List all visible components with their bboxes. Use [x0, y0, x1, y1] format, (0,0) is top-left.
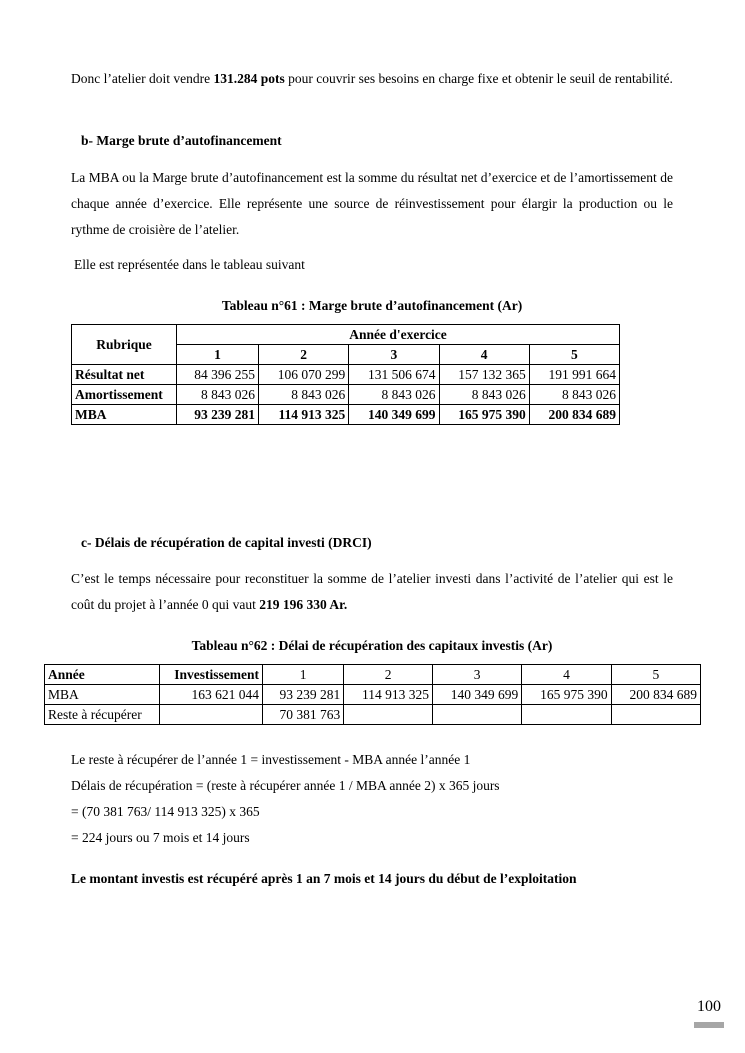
- table61-cell: 200 834 689: [529, 405, 619, 425]
- table61-row-label: Amortissement: [72, 385, 177, 405]
- table61-cell: 8 843 026: [177, 385, 259, 405]
- intro-bold-value: 131.284 pots: [213, 71, 285, 86]
- table61-year-header: 2: [259, 345, 349, 365]
- table62-header: 1: [263, 665, 344, 685]
- table62-cell: [160, 705, 263, 725]
- section-b-heading: b- Marge brute d’autofinancement: [81, 133, 282, 148]
- table62-header: 4: [522, 665, 611, 685]
- intro-paragraph: Donc l’atelier doit vendre 131.284 pots pour couvrir ses besoins en charge fixe et obtenir le seuil de rentabilité.: [71, 71, 673, 86]
- table61-year-header: 3: [349, 345, 439, 365]
- table61-cell: 8 843 026: [349, 385, 439, 405]
- table61-cell: 157 132 365: [439, 365, 529, 385]
- table62-cell: [611, 705, 700, 725]
- calc-line: = 224 jours ou 7 mois et 14 jours: [71, 830, 250, 845]
- project-cost-value: 219 196 330 Ar.: [259, 597, 348, 612]
- table62-cell: 165 975 390: [522, 685, 611, 705]
- calc-line: = (70 381 763/ 114 913 325) x 365: [71, 804, 260, 819]
- table62-cell: 163 621 044: [160, 685, 263, 705]
- table62-row-label: MBA: [45, 685, 160, 705]
- calc-line: Délais de récupération = (reste à récupérer année 1 / MBA année 2) x 365 jours: [71, 778, 500, 793]
- table62-cell: 114 913 325: [344, 685, 433, 705]
- table62-header: 3: [432, 665, 521, 685]
- table61-row: [72, 365, 620, 385]
- table62-caption: Tableau n°62 : Délai de récupération des capitaux investis (Ar): [191, 638, 553, 653]
- section-b-lead: Elle est représentée dans le tableau suivant: [74, 257, 305, 272]
- table62-header: 2: [344, 665, 433, 685]
- calc-line: Le reste à récupérer de l’année 1 = investissement - MBA année l’année 1: [71, 752, 471, 767]
- table61-cell: 191 991 664: [529, 365, 619, 385]
- table62-row-reste: [45, 705, 701, 725]
- table62-cell: 70 381 763: [263, 705, 344, 725]
- table61-cell: 8 843 026: [529, 385, 619, 405]
- table61-row-label: Résultat net: [72, 365, 177, 385]
- table62: [44, 664, 701, 725]
- table62-header: 5: [611, 665, 700, 685]
- table61-year-header: 5: [529, 345, 619, 365]
- table62-cell: [344, 705, 433, 725]
- table61-row: [72, 385, 620, 405]
- table61: [71, 324, 620, 425]
- table61-group-header: Année d'exercice: [177, 325, 620, 345]
- table61-cell: 131 506 674: [349, 365, 439, 385]
- table61-year-header: 4: [439, 345, 529, 365]
- table61-cell: 8 843 026: [259, 385, 349, 405]
- table61-cell: 165 975 390: [439, 405, 529, 425]
- table61-cell: 93 239 281: [177, 405, 259, 425]
- section-c-heading: c- Délais de récupération de capital investi (DRCI): [81, 535, 372, 550]
- section-b-paragraph: La MBA ou la Marge brute d’autofinancement est la somme du résultat net d’exercice et de l’amortissement de chaque année d’exercice. Elle représente une source de réinvestissement pour élargir la production ou le rythme de croisière de l’atelier.: [71, 170, 673, 237]
- section-c-paragraph: C’est le temps nécessaire pour reconstituer la somme de l’atelier investi dans l’activité de l’atelier qui est le coût du projet à l’année 0 qui vaut 219 196 330 Ar.: [71, 571, 673, 612]
- table62-cell: 93 239 281: [263, 685, 344, 705]
- table61-row-label: MBA: [72, 405, 177, 425]
- table61-row-mba: [72, 405, 620, 425]
- table62-row-label: Reste à récupérer: [45, 705, 160, 725]
- table62-header-row: [45, 665, 701, 685]
- table62-cell: 200 834 689: [611, 685, 700, 705]
- conclusion: Le montant investis est récupéré après 1 an 7 mois et 14 jours du début de l’exploitation: [71, 871, 577, 886]
- table62-cell: [522, 705, 611, 725]
- page-number: 100: [697, 998, 721, 1015]
- table62-header: Investissement: [160, 665, 263, 685]
- table61-cell: 140 349 699: [349, 405, 439, 425]
- page-number-bar: [694, 1022, 724, 1028]
- table61-cell: 84 396 255: [177, 365, 259, 385]
- table61-caption: Tableau n°61 : Marge brute d’autofinancement (Ar): [221, 298, 523, 313]
- table61-year-header: 1: [177, 345, 259, 365]
- table62-header: Année: [45, 665, 160, 685]
- table62-cell: [432, 705, 521, 725]
- table61-rubrique-header: Rubrique: [72, 325, 177, 365]
- table62-row-mba: [45, 685, 701, 705]
- table61-cell: 8 843 026: [439, 385, 529, 405]
- table62-cell: 140 349 699: [432, 685, 521, 705]
- table61-cell: 106 070 299: [259, 365, 349, 385]
- table61-header-row: [72, 325, 620, 345]
- table61-cell: 114 913 325: [259, 405, 349, 425]
